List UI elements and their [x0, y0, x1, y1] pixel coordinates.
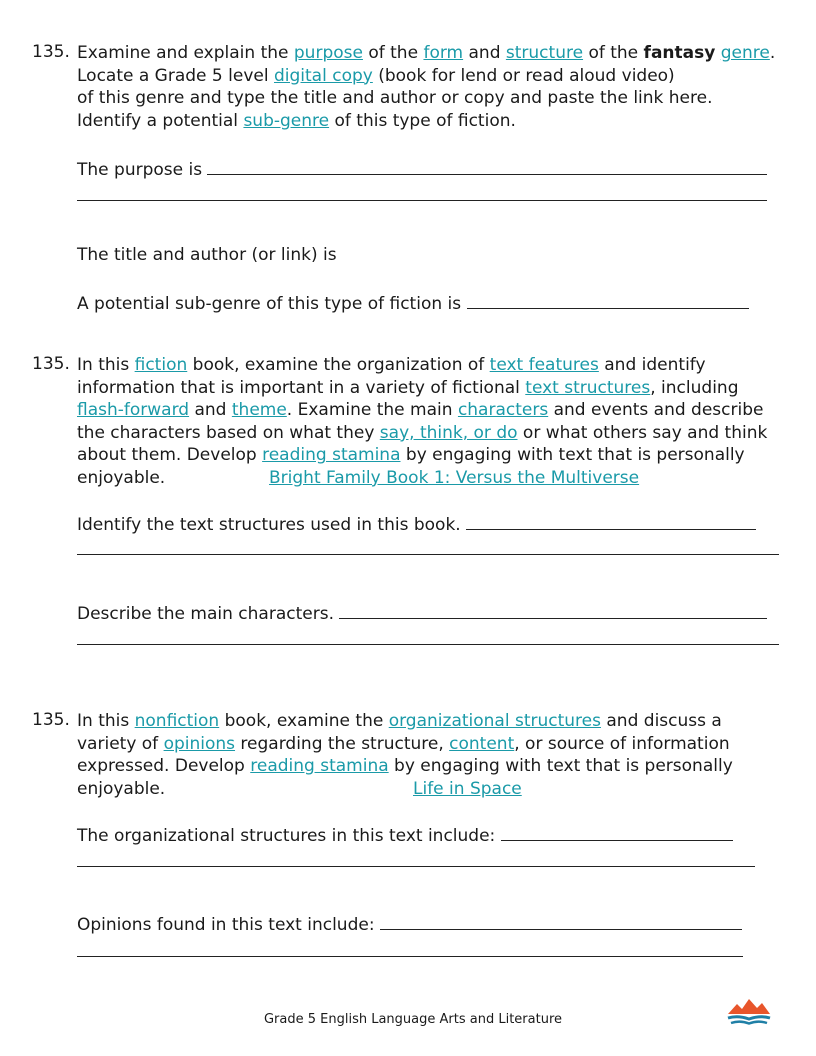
reading-stamina-link[interactable]: reading stamina [250, 756, 389, 777]
org-structures-answer-line[interactable] [501, 822, 733, 841]
purpose-link[interactable]: purpose [293, 43, 363, 63]
say-think-do-link[interactable]: say, think, or do [379, 422, 518, 443]
book-link[interactable]: Bright Family Book 1: Versus the Multiverse [269, 467, 640, 488]
fiction-link[interactable]: fiction [134, 355, 188, 375]
opinions-label: Opinions found in this text include: [77, 915, 375, 935]
structure-link[interactable]: structure [505, 43, 584, 63]
prompt-line: of this genre and type the title and author or copy and paste the link here. [77, 88, 713, 109]
structures-answer-line[interactable] [466, 511, 756, 530]
characters-link[interactable]: characters [457, 400, 549, 421]
question-3 [32, 710, 792, 990]
prompt-line [77, 65, 792, 88]
subgenre-label: A potential sub-genre of this type of fiction is [77, 294, 462, 314]
text: variety of [77, 733, 164, 754]
text: book, examine the [219, 711, 389, 731]
prompt-line [77, 755, 792, 778]
text: expressed. Develop [77, 756, 251, 777]
title-author-label: The title and author (or link) is [77, 245, 337, 265]
prompt-line [77, 354, 792, 377]
opinions-answer-line-2[interactable] [77, 956, 743, 957]
organizational-structures-link[interactable]: organizational structures [388, 711, 601, 731]
text: Examine and explain the [77, 43, 294, 63]
prompt-line [77, 399, 792, 422]
question-1 [32, 42, 792, 322]
mountain-book-logo-icon [726, 996, 772, 1026]
question-number: 135. [32, 354, 70, 374]
purpose-answer-line[interactable] [207, 156, 767, 175]
prompt-line [77, 377, 792, 400]
structures-answer-line-2[interactable] [77, 554, 779, 555]
text: enjoyable. [77, 467, 166, 488]
prompt-line [77, 467, 792, 490]
opinions-answer-line[interactable] [380, 911, 742, 930]
org-structures-answer-row [77, 822, 733, 846]
sub-genre-link[interactable]: sub-genre [243, 110, 330, 131]
text: Identify a potential [77, 110, 244, 131]
text-structures-link[interactable]: text structures [525, 377, 651, 398]
text: regarding the structure, [235, 733, 450, 754]
text: information that is important in a variety of fictional [77, 377, 526, 398]
text: In this [77, 355, 135, 375]
question-number: 135. [32, 710, 70, 730]
characters-answer-row [77, 600, 767, 624]
text: by engaging with text that is personally [400, 445, 745, 466]
org-structures-label: The organizational structures in this text include: [77, 826, 496, 846]
purpose-answer-row [77, 156, 767, 180]
prompt-line [77, 110, 792, 133]
text: and [189, 400, 232, 421]
question-number: 135. [32, 42, 70, 62]
flash-forward-link[interactable]: flash-forward [77, 400, 190, 421]
prompt-line [77, 444, 792, 467]
prompt-line [77, 733, 792, 756]
book-link[interactable]: Life in Space [413, 778, 522, 799]
characters-answer-line-2[interactable] [77, 644, 779, 645]
purpose-answer-line-2[interactable] [77, 200, 767, 201]
question-2 [32, 354, 792, 674]
theme-link[interactable]: theme [231, 400, 287, 421]
prompt-line [77, 422, 792, 445]
prompt-line [77, 778, 792, 801]
question-prompt [77, 710, 792, 800]
opinions-link[interactable]: opinions [163, 733, 236, 754]
nonfiction-link[interactable]: nonfiction [134, 711, 220, 731]
digital-copy-link[interactable]: digital copy [273, 65, 373, 86]
reading-stamina-link[interactable]: reading stamina [262, 445, 401, 466]
form-link[interactable]: form [423, 43, 464, 63]
text: of this type of fiction. [329, 110, 516, 131]
subgenre-answer-row [77, 290, 749, 314]
text: the characters based on what they [77, 422, 380, 443]
opinions-answer-row [77, 911, 742, 935]
org-structures-answer-line-2[interactable] [77, 866, 755, 867]
text: , including [650, 377, 739, 398]
text: enjoyable. [77, 778, 166, 799]
text: and identify [598, 355, 706, 375]
text: of the [583, 43, 644, 63]
characters-answer-line[interactable] [339, 600, 767, 619]
text: and discuss a [600, 711, 722, 731]
text: of the [362, 43, 424, 63]
text: and [463, 43, 506, 63]
text: about them. Develop [77, 445, 263, 466]
text: . Examine the main [286, 400, 458, 421]
text: In this [77, 711, 135, 731]
content-link[interactable]: content [449, 733, 515, 754]
structures-label: Identify the text structures used in this book. [77, 515, 461, 535]
text: (book for lend or read aloud video) [372, 65, 675, 86]
text-features-link[interactable]: text features [489, 355, 599, 375]
text: , or source of information [514, 733, 730, 754]
purpose-label: The purpose is [77, 160, 203, 180]
fantasy-term: fantasy [643, 43, 716, 63]
text: and events and describe [548, 400, 764, 421]
text: Locate a Grade 5 level [77, 65, 274, 86]
subgenre-answer-line[interactable] [467, 290, 749, 309]
prompt-line [77, 710, 792, 733]
text: . [769, 43, 776, 63]
page-footer: Grade 5 English Language Arts and Literature [263, 1012, 563, 1027]
text: or what others say and think [517, 422, 768, 443]
text: by engaging with text that is personally [388, 756, 733, 777]
structures-answer-row [77, 511, 756, 535]
text: book, examine the organization of [187, 355, 490, 375]
genre-link[interactable]: genre [720, 43, 770, 63]
question-prompt [77, 354, 792, 490]
question-prompt [77, 42, 792, 132]
prompt-line [77, 42, 792, 65]
characters-label: Describe the main characters. [77, 604, 334, 624]
